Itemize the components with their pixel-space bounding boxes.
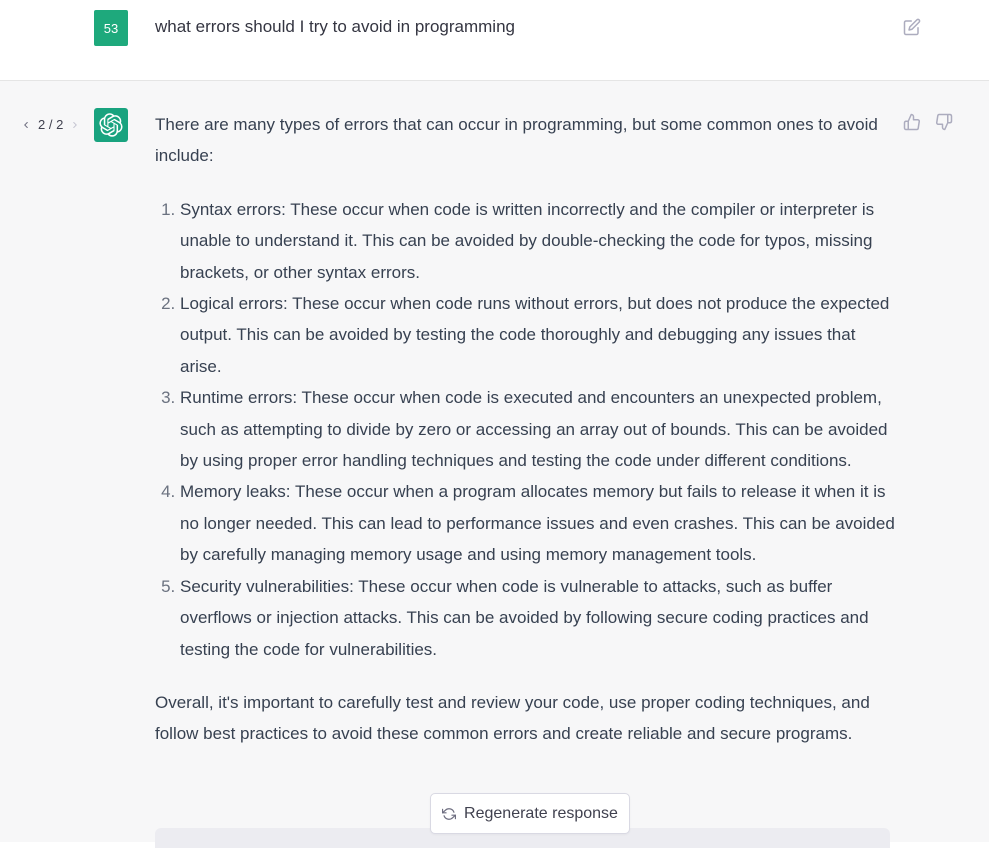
list-item: 2. Logical errors: These occur when code runs without errors, but does not produce the expected output. This can be avoided by testing the code thoroughly and debugging any issues that arise. <box>180 288 895 382</box>
previous-response-button[interactable] <box>20 118 32 132</box>
thumbs-up-button[interactable] <box>900 111 924 133</box>
refresh-icon <box>442 807 456 821</box>
thumbs-down-icon <box>935 113 953 131</box>
thumbs-up-icon <box>903 113 921 131</box>
regenerate-response-button[interactable] <box>430 793 630 834</box>
edit-message-button[interactable] <box>900 15 924 39</box>
assistant-avatar <box>94 108 128 142</box>
list-item: 4. Memory leaks: These occur when a program allocates memory but fails to release it when it is no longer needed. This can lead to performance issues and even crashes. This can be avoided by carefully managing memory usage and using memory management tools. <box>180 476 895 570</box>
chevron-right-icon <box>70 119 80 131</box>
feedback-buttons <box>900 111 956 133</box>
response-pager <box>20 117 81 132</box>
pager-label: 2 / 2 <box>38 117 64 132</box>
user-message-row <box>0 0 989 81</box>
edit-icon <box>903 18 921 36</box>
list-item: 5. Security vulnerabilities: These occur when code is vulnerable to attacks, such as buffer overflows or injection attacks. This can be avoided by following secure coding practices and testing the code for vulnerabilities. <box>180 571 895 665</box>
openai-logo-icon <box>99 113 123 137</box>
user-message-text: what errors should I try to avoid in programming <box>155 17 515 36</box>
assistant-message-row <box>0 81 989 842</box>
user-avatar <box>94 10 128 46</box>
response-conclusion: Overall, it's important to carefully test and review your code, use proper coding techniques, and follow best practices to avoid these common errors and create reliable and secure programs. <box>155 692 870 744</box>
thumbs-down-button[interactable] <box>932 111 956 133</box>
list-item: 3. Runtime errors: These occur when code is executed and encounters an unexpected problem, such as attempting to divide by zero or accessing an array out of bounds. This can be avoided by using proper error handling techniques and testing the code under different conditions. <box>180 382 895 476</box>
assistant-response <box>155 109 895 750</box>
response-intro: There are many types of errors that can occur in programming, but some common ones to avoid include: <box>155 115 878 166</box>
error-list <box>155 194 895 665</box>
chevron-left-icon <box>21 119 31 131</box>
regenerate-label: Regenerate response <box>464 804 618 822</box>
user-avatar-label: 53 <box>103 20 119 36</box>
list-item: 1. Syntax errors: These occur when code is written incorrectly and the compiler or interpreter is unable to understand it. This can be avoided by double-checking the code for typos, missing brackets, or other syntax errors. <box>180 194 895 288</box>
next-response-button[interactable] <box>69 118 81 132</box>
